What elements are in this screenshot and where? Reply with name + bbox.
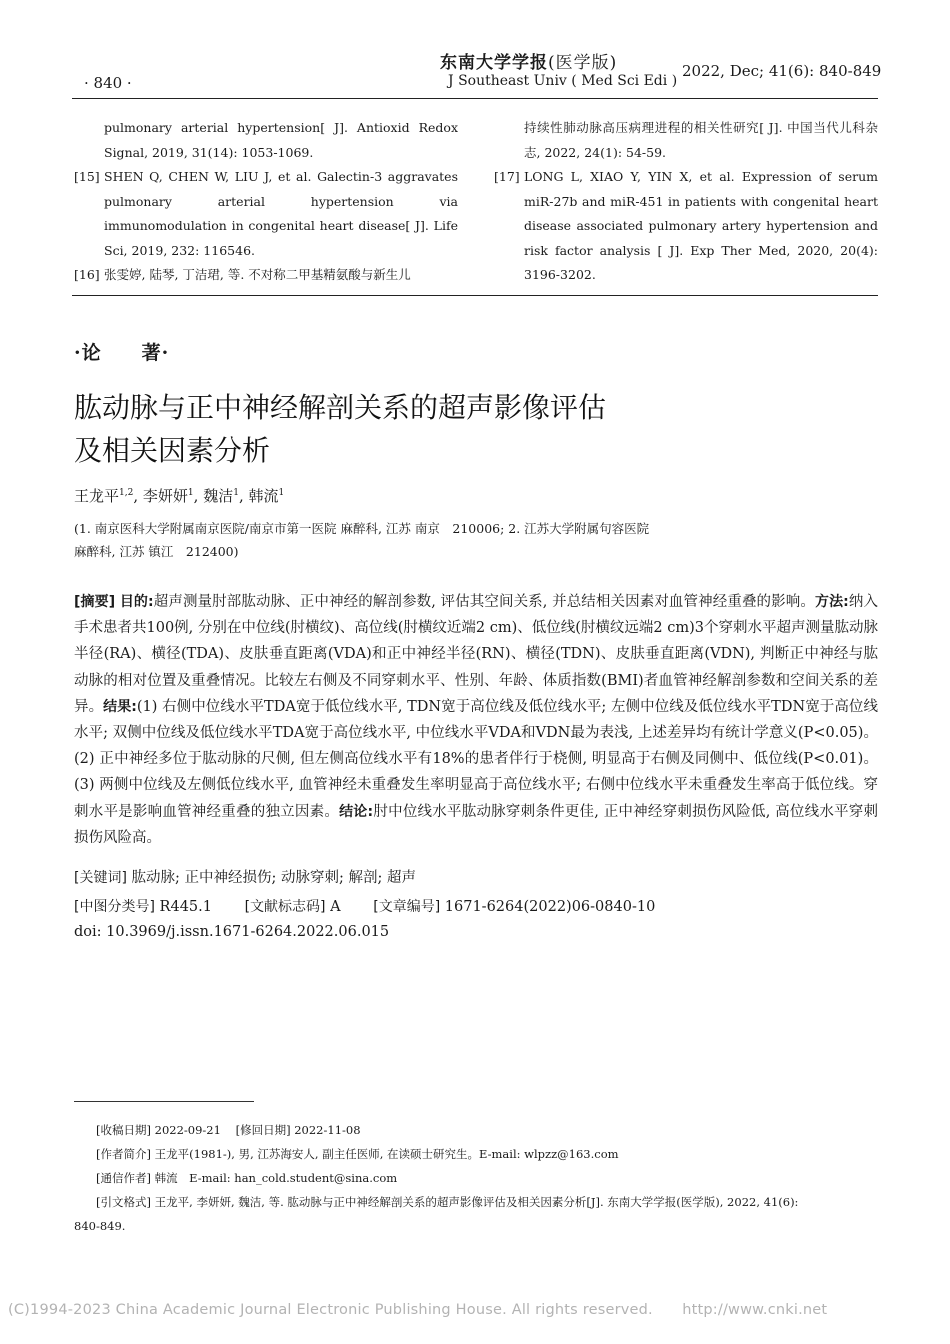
reference-text: SHEN Q, CHEN W, LIU J, et al. Galectin-3 aggravates pulmonary arterial hypertension via immunomodulation in congenital heart disease[ J]. Life Sci, 2019, 232: 116546.: [104, 169, 458, 258]
references-divider: [72, 295, 878, 296]
footnote-divider: [74, 1101, 254, 1102]
keywords-label: [关键词]: [74, 870, 127, 886]
journal-name-en: J Southeast Univ ( Med Sci Edi ): [448, 73, 678, 89]
received-label: [收稿日期]: [96, 1123, 151, 1137]
author-affiliation-mark: 1: [278, 488, 285, 498]
abstract-label: [摘要]: [74, 594, 116, 610]
reference-text: 持续性肺动脉高压病理进程的相关性研究[ J]. 中国当代儿科杂志, 2022, 24(1): 54-59.: [524, 120, 878, 160]
clc-value: R445.1: [159, 899, 212, 915]
abstract: [74, 589, 878, 851]
reference-number: [16]: [74, 267, 100, 282]
keywords: [74, 866, 878, 887]
author-name: 王龙平: [74, 487, 120, 505]
doc-code-value: A: [330, 899, 341, 915]
reference-item: [74, 165, 458, 263]
author-name: 韩流: [248, 487, 279, 505]
reference-text: LONG L, XIAO Y, YIN X, et al. Expression of serum miR-27b and miR-451 in patients with congenital heart disease associated pulmonary artery hypertension and risk factor analysis [ J]. Exp Ther Med, 2020, 20(4): 3196-3202.: [524, 169, 878, 282]
affiliation-line: 麻醉科, 江苏 镇江 212400): [74, 544, 239, 559]
citation-text: 王龙平, 李妍妍, 魏洁, 等. 肱动脉与正中神经解剖关系的超声影像评估及相关因素分析[J]. 东南大学学报(医学版), 2022, 41(6):: [154, 1195, 799, 1209]
author-name: 李妍妍: [142, 487, 188, 505]
author-affiliation-mark: 1,2: [119, 488, 134, 498]
objective-text: 超声测量肘部肱动脉、正中神经的解剖参数, 评估其空间关系, 并总结相关因素对血管神经重叠的影响。: [153, 594, 815, 610]
author-bio-label: [作者简介]: [96, 1147, 151, 1161]
objective-label: 目的:: [119, 594, 154, 610]
journal-name-cn-main: 东南大学学报: [440, 53, 548, 73]
doi: doi: 10.3969/j.issn.1671-6264.2022.06.015: [74, 924, 390, 940]
article-title-line-1: 肱动脉与正中神经解剖关系的超声影像评估: [74, 391, 607, 424]
author-affiliation-mark: 1: [187, 488, 194, 498]
clc-label: [中图分类号]: [74, 899, 155, 915]
reference-item: [494, 165, 878, 288]
reference-text: 张雯婷, 陆琴, 丁洁珺, 等. 不对称二甲基精氨酸与新生儿: [104, 267, 411, 282]
reference-item: [74, 263, 458, 288]
author-name: 魏洁: [203, 487, 234, 505]
conclusion-text: 肘中位线水平肱动脉穿刺条件更佳, 正中神经穿刺损伤风险低, 高位线水平穿刺损伤风险高。: [74, 803, 878, 846]
received-date: 2022-09-21: [154, 1123, 221, 1137]
classification-line: [74, 896, 878, 916]
article-title-line-2: 及相关因素分析: [74, 434, 271, 467]
results-text: (1) 右侧中位线水平TDA宽于低位线水平, TDN宽于高位线及低位线水平; 左侧中位线及低位线水平TDN宽于高位线水平; 双侧中位线及低位线水平TDA宽于高位线水平, 中位线水平VDA和VDN最为表浅, 上述差异均有统计学意义(P<0.05)。(2) 正中神经多位于肱动脉的尺侧, 但左侧高位线水平有18%的患者伴行于桡侧, 明显高于右侧及同侧中、低位线(P<0.01)。(3) 两侧中位线及左侧低位线水平, 血管神经未重叠发生率明显高于高位线水平; 右侧中位线水平未重叠发生率高于低位线。穿刺水平是影响血管神经重叠的独立因素。: [74, 698, 878, 820]
footnote-citation: [74, 1190, 880, 1214]
footnote-dates: [74, 1118, 880, 1142]
methods-text: 纳入手术患者共100例, 分别在中位线(肘横纹)、高位线(肘横纹近端2 cm)、低位线(肘横纹远端2 cm)3个穿刺水平超声测量肱动脉半径(RA)、横径(TDA)、皮肤垂直距离(VDA)和正中神经半径(RN)、横径(TDN)、皮肤垂直距离(VDN), 判断正中神经与肱动脉的相对位置及重叠情况。比较左右侧及不同穿刺水平、性别、年龄、体质指数(BMI)者血管神经解剖参数和空间关系的差异。: [74, 594, 878, 715]
journal-name-cn-sub: (医学版): [548, 53, 618, 73]
conclusion-label: 结论:: [339, 803, 374, 820]
article-number-value: 1671-6264(2022)06-0840-10: [444, 899, 656, 915]
footnote-author: [74, 1142, 880, 1166]
references-left-column: [74, 116, 458, 288]
results-label: 结果:: [103, 698, 137, 715]
author-affiliation-mark: 1: [233, 488, 239, 498]
methods-label: 方法:: [814, 594, 849, 610]
references-right-column: [494, 116, 878, 288]
reference-item: [494, 116, 878, 165]
corresponding-author: 韩流 E-mail: han_cold.student@sina.com: [154, 1171, 398, 1185]
footnotes: [74, 1118, 880, 1238]
doc-code-label: [文献标志码]: [244, 899, 326, 915]
article-title: [74, 386, 834, 472]
article-number-label: [文章编号]: [373, 899, 441, 915]
author-list: 王龙平$^{1,2}$, 李妍妍$^1$, 魏洁$^1$, 韩流$^1$: [74, 487, 285, 505]
issue-info: 2022, Dec; 41(6): 840-849: [682, 62, 882, 80]
footnote-citation-continued: 840-849.: [74, 1219, 126, 1233]
revised-date: 2022-11-08: [294, 1123, 361, 1137]
affiliations: [74, 517, 834, 563]
affiliation-line: (1. 南京医科大学附属南京医院/南京市第一医院 麻醉科, 江苏 南京 210006; 2. 江苏大学附属句容医院: [74, 521, 650, 536]
header-divider: [72, 98, 878, 99]
journal-name-cn: [440, 48, 617, 73]
reference-item: [74, 116, 458, 165]
citation-label: [引文格式]: [96, 1195, 151, 1209]
section-label: ·论 著·: [74, 342, 170, 364]
reference-number: [17]: [494, 169, 520, 184]
page-number: · 840 ·: [84, 74, 132, 92]
reference-number: [15]: [74, 169, 100, 184]
revised-label: [修回日期]: [235, 1123, 291, 1137]
author-bio: 王龙平(1981-), 男, 江苏海安人, 副主任医师, 在读硕士研究生。E-mail: wlpzz@163.com: [154, 1147, 619, 1161]
copyright-watermark: (C)1994-2023 China Academic Journal Electronic Publishing House. All rights reserved. http://www.cnki.net: [8, 1302, 828, 1318]
reference-text: pulmonary arterial hypertension[ J]. Antioxid Redox Signal, 2019, 31(14): 1053-1069.: [104, 120, 458, 160]
keywords-text: 肱动脉; 正中神经损伤; 动脉穿刺; 解剖; 超声: [131, 870, 417, 886]
footnote-corresponding: [74, 1166, 880, 1190]
corresponding-label: [通信作者]: [96, 1171, 151, 1185]
